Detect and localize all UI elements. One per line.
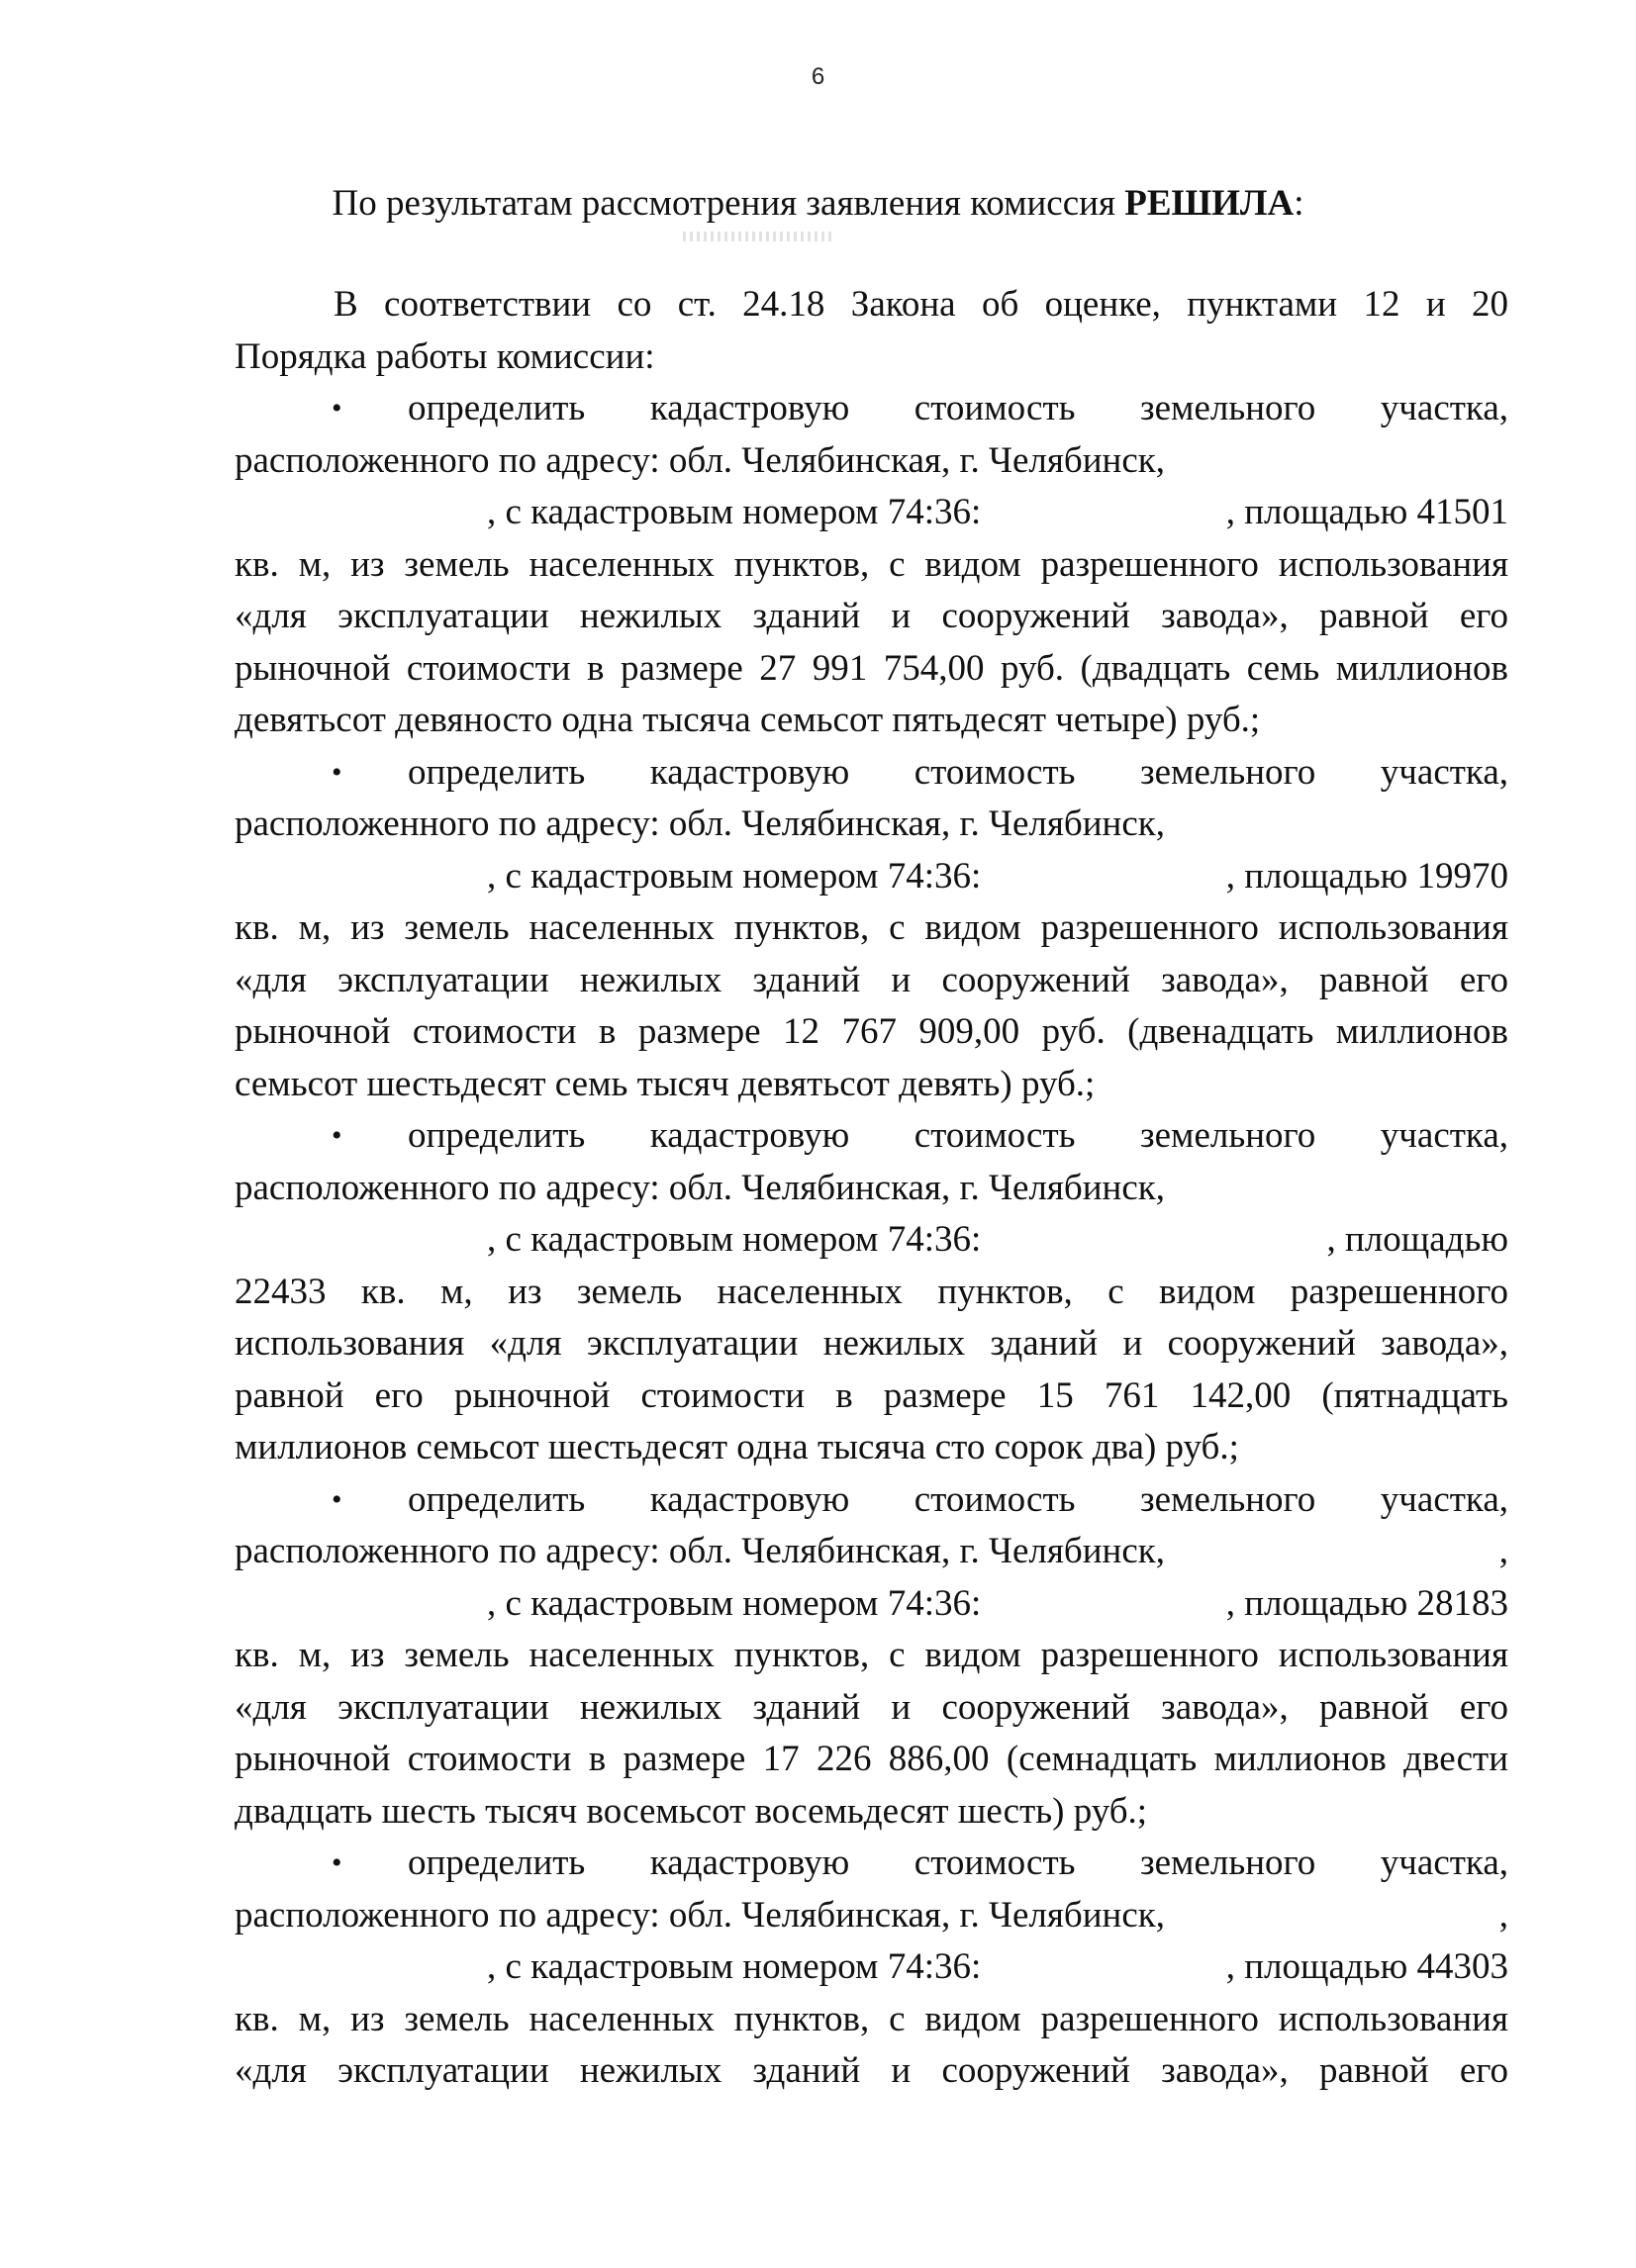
item-line: миллионов семьсот шестьдесят одна тысяча сто сорок два) руб.; (235, 1427, 1239, 1467)
cadastral-number-label: , с кадастровым номером 74:36: (487, 1219, 982, 1260)
cadastral-line (235, 487, 1508, 539)
item-line: расположенного по адресу: обл. Челябинская, г. Челябинск, (235, 1894, 1165, 1936)
item-line: определить кадастровую стоимость земельного участка, (408, 388, 1508, 428)
item-line: «для эксплуатации нежилых зданий и сооружений завода», равной его (235, 596, 1508, 636)
page-number: 6 (811, 63, 825, 90)
trailing-comma: , (1498, 1894, 1508, 1936)
decision-heading (0, 178, 1636, 230)
item-line: «для эксплуатации нежилых зданий и сооружений завода», равной его (235, 2050, 1508, 2091)
address-line (235, 1890, 1508, 1942)
item-line: определить кадастровую стоимость земельного участка, (408, 1478, 1508, 1520)
intro-line-1: В соответствии со ст. 24.18 Закона об оценке, пунктами 12 и 20 (334, 284, 1508, 325)
item-line: определить кадастровую стоимость земельного участка, (408, 751, 1508, 793)
item-line: двадцать шесть тысяч восемьсот восемьдесят шесть) руб.; (235, 1790, 1148, 1832)
item-line: «для эксплуатации нежилых зданий и сооружений завода», равной его (235, 1686, 1508, 1728)
cadastral-number-label: , с кадастровым номером 74:36: (487, 492, 982, 532)
item-line: равной его рыночной стоимости в размере 15 761 142,00 (пятнадцать (235, 1374, 1508, 1416)
cadastral-line (235, 1941, 1508, 1994)
cadastral-number-label: , с кадастровым номером 74:36: (487, 855, 982, 897)
item-line: рыночной стоимости в размере 12 767 909,00 руб. (двенадцать миллионов (235, 1011, 1508, 1052)
document-body (235, 279, 1508, 2098)
heading-decision: РЕШИЛА (1124, 183, 1295, 224)
heading-prefix: По результатам рассмотрения заявления комиссия (332, 183, 1125, 224)
area-label: , площадью 19970 (1225, 855, 1508, 897)
list-item (235, 1838, 1508, 1890)
item-line: семьсот шестьдесят семь тысяч девятьсот девять) руб.; (235, 1063, 1096, 1104)
item-line: использования «для эксплуатации нежилых зданий и сооружений завода», (235, 1323, 1508, 1364)
cadastral-line (235, 851, 1508, 903)
heading-suffix: : (1294, 183, 1304, 224)
item-line: расположенного по адресу: обл. Челябинская, г. Челябинск, (235, 1167, 1165, 1208)
cadastral-number-label: , с кадастровым номером 74:36: (487, 1582, 982, 1624)
cadastral-number-label: , с кадастровым номером 74:36: (487, 1946, 982, 1987)
item-line: кв. м, из земель населенных пунктов, с видом разрешенного использования (235, 543, 1508, 585)
list-item (235, 383, 1508, 435)
item-line: рыночной стоимости в размере 17 226 886,00 (семнадцать миллионов двести (235, 1739, 1508, 1779)
bullet-marker: • (332, 755, 342, 789)
bullet-marker: • (332, 1482, 342, 1516)
item-line: расположенного по адресу: обл. Челябинская, г. Челябинск, (235, 1531, 1165, 1571)
item-line: расположенного по адресу: обл. Челябинская, г. Челябинск, (235, 803, 1165, 844)
item-line: кв. м, из земель населенных пунктов, с видом разрешенного использования (235, 1998, 1508, 2039)
cadastral-line (235, 1214, 1508, 1267)
item-line: «для эксплуатации нежилых зданий и сооружений завода», равной его (235, 959, 1508, 1000)
area-label: , площадью 41501 (1225, 492, 1508, 532)
bullet-marker: • (332, 1846, 342, 1879)
item-line: кв. м, из земель населенных пунктов, с видом разрешенного использования (235, 1635, 1508, 1675)
area-label: , площадью (1326, 1219, 1508, 1260)
area-label: , площадью 28183 (1225, 1582, 1508, 1624)
item-line: девятьсот девяносто одна тысяча семьсот пятьдесят четыре) руб.; (235, 700, 1261, 740)
item-line: кв. м, из земель населенных пунктов, с видом разрешенного использования (235, 907, 1508, 948)
item-line: определить кадастровую стоимость земельного участка, (408, 1843, 1508, 1883)
item-line: определить кадастровую стоимость земельного участка, (408, 1115, 1508, 1156)
list-item (235, 1110, 1508, 1163)
address-line (235, 1526, 1508, 1578)
intro-line-2: Порядка работы комиссии: (235, 335, 655, 377)
area-label: , площадью 44303 (1225, 1946, 1508, 1987)
item-line: расположенного по адресу: обл. Челябинская, г. Челябинск, (235, 439, 1165, 481)
cadastral-line (235, 1578, 1508, 1631)
trailing-comma: , (1498, 1531, 1508, 1571)
item-line: рыночной стоимости в размере 27 991 754,00 руб. (двадцать семь миллионов (235, 647, 1508, 689)
bullet-marker: • (332, 392, 342, 425)
list-item (235, 747, 1508, 800)
list-item (235, 1474, 1508, 1527)
bullet-marker: • (332, 1119, 342, 1152)
scan-smudge (683, 232, 831, 241)
item-line: 22433 кв. м, из земель населенных пунктов, с видом разрешенного (235, 1271, 1508, 1312)
